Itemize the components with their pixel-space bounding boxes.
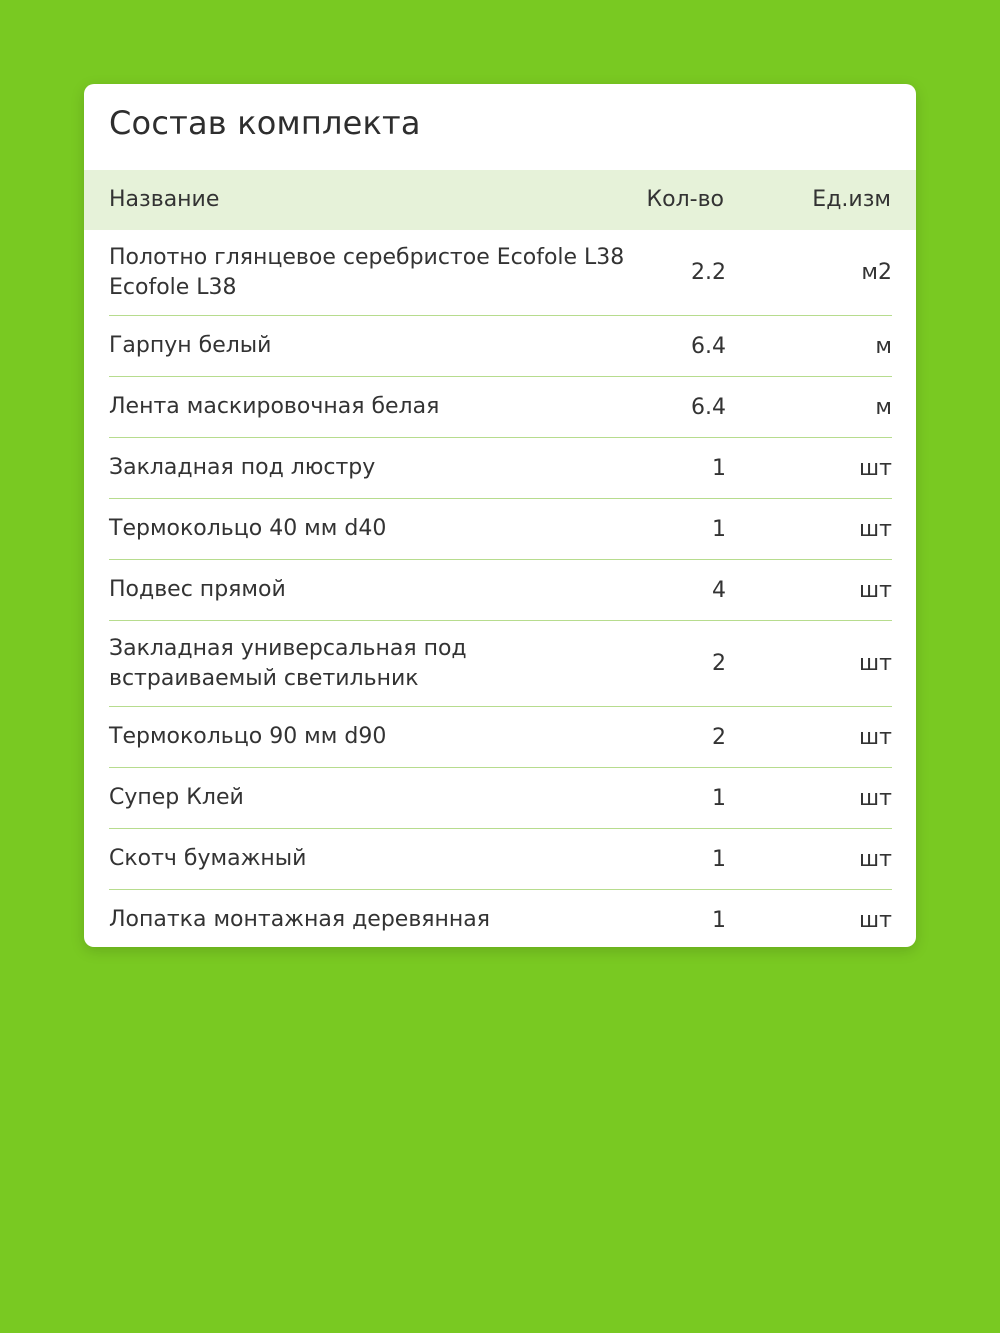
table-row xyxy=(109,621,892,707)
item-unit: шт xyxy=(859,907,892,933)
item-name: Полотно глянцевое серебристое Ecofole L38 Ecofole L38 xyxy=(109,244,625,300)
kit-contents-card xyxy=(84,84,916,947)
item-name: Гарпун белый xyxy=(109,333,272,358)
header-unit: Ед.изм xyxy=(812,187,891,212)
table-row xyxy=(109,377,892,438)
item-unit: шт xyxy=(859,724,892,750)
item-unit: шт xyxy=(859,785,892,811)
table-body xyxy=(109,230,892,947)
item-qty: 2 xyxy=(712,651,726,676)
item-name: Закладная под люстру xyxy=(109,455,376,480)
item-qty: 2.2 xyxy=(691,260,726,285)
header-name: Название xyxy=(109,187,220,212)
item-qty: 6.4 xyxy=(691,394,726,420)
item-unit: м xyxy=(875,394,892,420)
item-name: Термокольцо 90 мм d90 xyxy=(109,724,387,749)
table-row xyxy=(109,316,892,377)
item-qty: 1 xyxy=(712,907,726,933)
card-title: Состав комплекта xyxy=(109,104,421,142)
table-row xyxy=(109,560,892,621)
table-row xyxy=(109,499,892,560)
item-qty: 1 xyxy=(712,846,726,872)
table-row xyxy=(109,768,892,829)
item-name: Закладная универсальная под встраиваемый светильник xyxy=(109,635,467,691)
item-unit: м2 xyxy=(861,260,892,285)
item-name: Супер Клей xyxy=(109,785,244,810)
table-header xyxy=(84,170,916,230)
item-qty: 6.4 xyxy=(691,333,726,359)
header-qty: Кол-во xyxy=(646,187,724,212)
item-unit: шт xyxy=(859,577,892,603)
item-unit: м xyxy=(875,333,892,359)
table-row xyxy=(109,890,892,947)
table-row xyxy=(109,707,892,768)
item-name: Подвес прямой xyxy=(109,577,286,602)
item-qty: 4 xyxy=(712,577,726,603)
item-name: Скотч бумажный xyxy=(109,846,307,871)
table-row xyxy=(109,438,892,499)
item-name: Термокольцо 40 мм d40 xyxy=(109,516,387,541)
item-name: Лопатка монтажная деревянная xyxy=(109,907,491,932)
table-row xyxy=(109,230,892,316)
item-unit: шт xyxy=(859,846,892,872)
item-unit: шт xyxy=(859,651,892,676)
item-name: Лента маскировочная белая xyxy=(109,394,440,419)
item-unit: шт xyxy=(859,455,892,481)
table-row xyxy=(109,829,892,890)
item-qty: 1 xyxy=(712,455,726,481)
item-qty: 2 xyxy=(712,724,726,750)
item-qty: 1 xyxy=(712,516,726,542)
item-qty: 1 xyxy=(712,785,726,811)
item-unit: шт xyxy=(859,516,892,542)
